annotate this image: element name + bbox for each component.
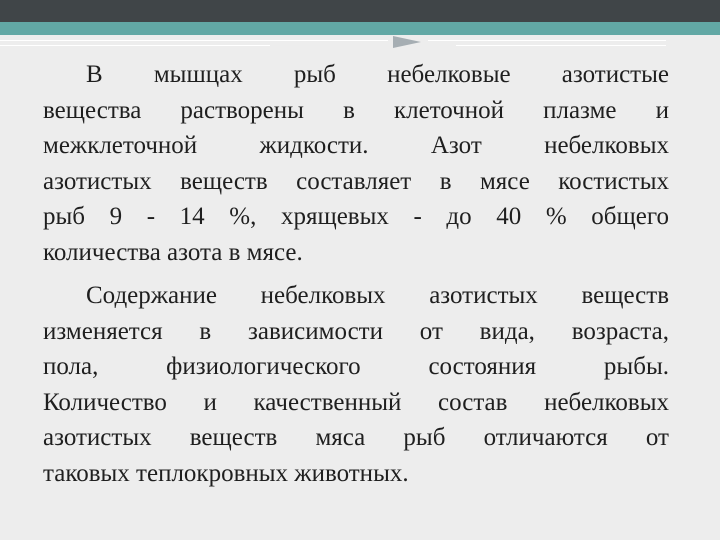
text-line: азотистых веществ составляет в мясе костистых: [43, 167, 669, 195]
text-line: рыб 9 - 14 %, хрящевых - до 40 % общего: [43, 203, 669, 230]
decorative-line: [0, 45, 270, 46]
text-line: В мышцах рыб небелковые азотистые: [86, 61, 669, 88]
decorative-line: [456, 45, 666, 46]
header-dark-bar: [0, 0, 720, 22]
paragraph-1: [43, 57, 669, 270]
text-line: азотистых веществ мяса рыб отличаются от: [43, 424, 669, 451]
header-accent-bar: [0, 22, 720, 35]
triangle-arrow-icon: [393, 36, 421, 48]
decorative-line: [0, 40, 388, 41]
text-line: изменяется в зависимости от вида, возраста,: [43, 317, 669, 345]
text-line: вещества растворены в клеточной плазме и: [43, 96, 669, 124]
text-line: Количество и качественный состав небелковых: [43, 388, 669, 416]
slide-body: [43, 57, 669, 499]
decorative-line: [428, 40, 666, 41]
text-line: количества азота в мясе.: [43, 238, 303, 266]
text-line: Содержание небелковых азотистых веществ: [86, 282, 669, 309]
text-line: таковых теплокровных животных.: [43, 459, 409, 487]
text-line: межклеточной жидкости. Азот небелковых: [43, 132, 669, 159]
paragraph-2: [43, 278, 669, 491]
text-line: пола, физиологического состояния рыбы.: [43, 353, 669, 380]
